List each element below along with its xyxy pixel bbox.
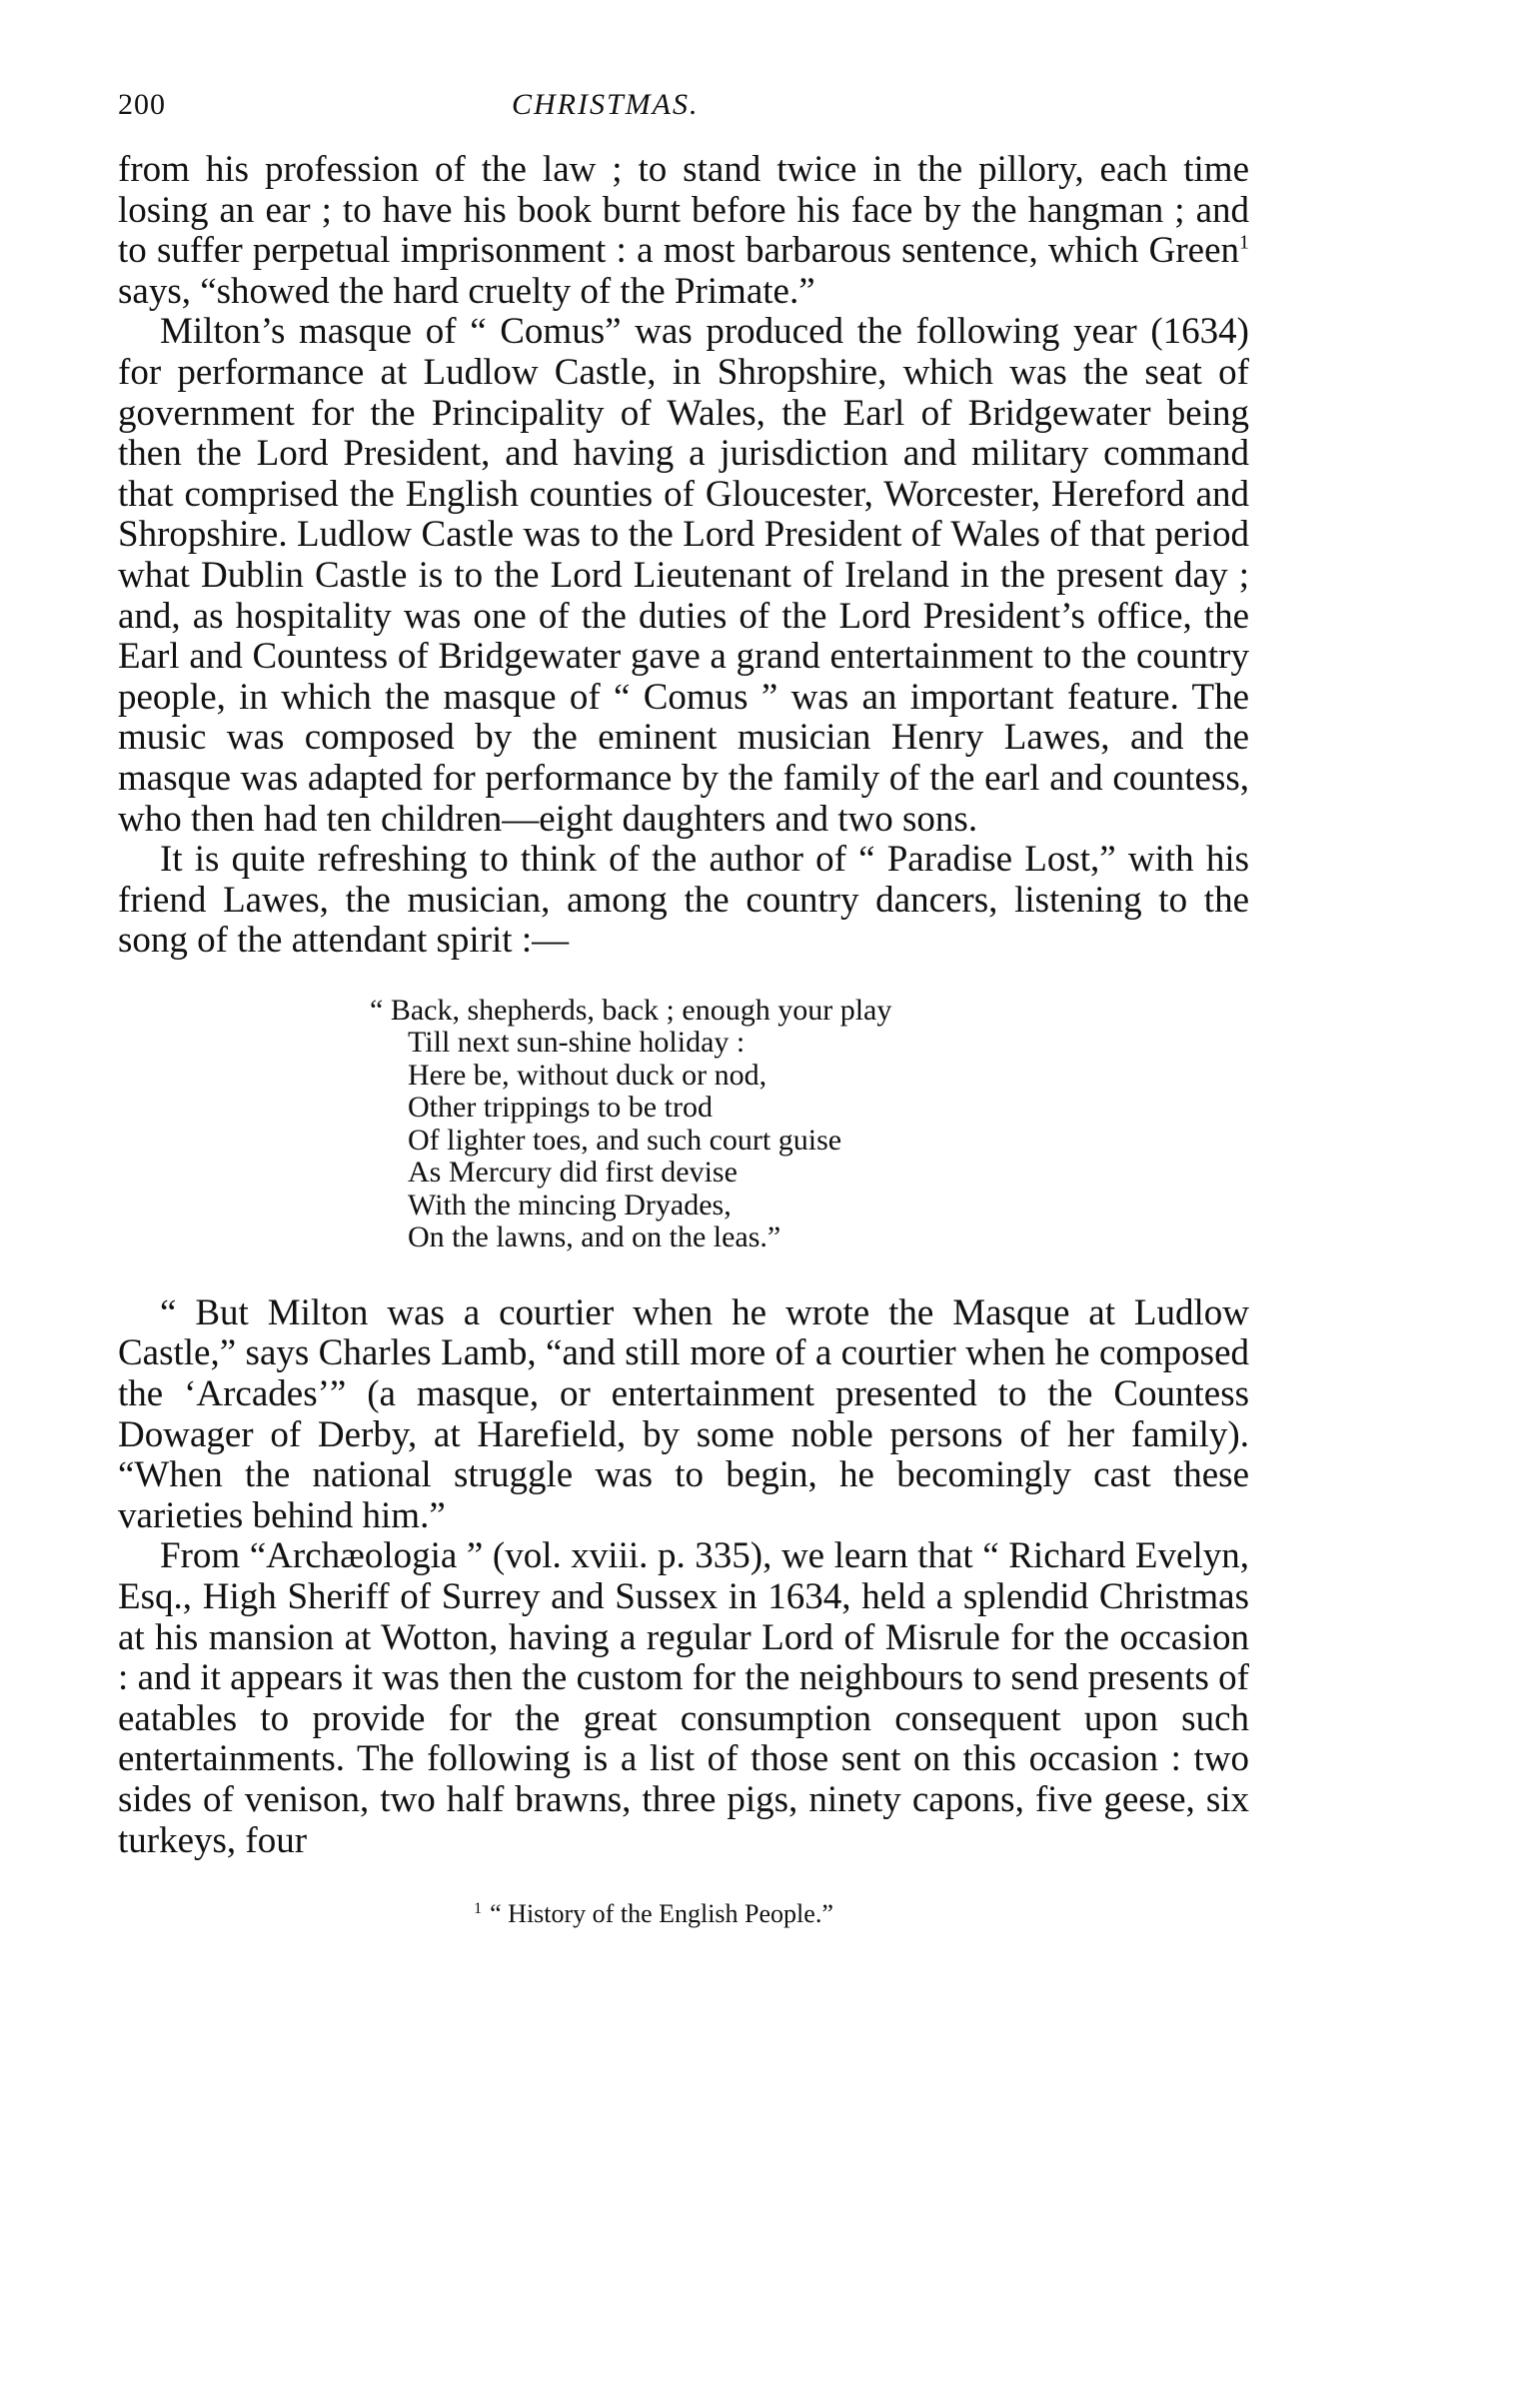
verse-line: As Mercury did first devise <box>408 1156 738 1190</box>
body-text <box>118 150 1249 1861</box>
verse-line: Of lighter toes, and such court guise <box>408 1123 842 1157</box>
footnote <box>118 1899 1249 1929</box>
verse-quotation <box>370 995 1249 1254</box>
paragraph: From “Archæologia ” (vol. xviii. p. 335), we learn that “ Richard Evelyn, Esq., High Sheriff of Surrey and Sussex in 1634, held a splendid Christmas at his mansion at Wotton, having a regular Lord of Misrule for the occasion : and it appears it was then the custom for the neighbours to send presents of eatables to provide for the great consumption consequent upon such entertainments. The following is a list of those sent on this occasion : two sides of venison, two half brawns, three pigs, ninety capons, five geese, six turkeys, four <box>118 1535 1249 1861</box>
page-header <box>118 88 1249 140</box>
book-page <box>118 88 1249 1929</box>
paragraph: “ But Milton was a courtier when he wrote the Masque at Ludlow Castle,” says Charles Lamb, “and still more of a courtier when he composed the ‘Arcades’” (a masque, or entertainment presented to the Countess Dowager of Derby, at Harefield, by some noble persons of her family). “When the national struggle was to begin, he becomingly cast these varieties behind him.” <box>118 1291 1249 1536</box>
verse-line: With the mincing Dryades, <box>408 1188 732 1221</box>
verse-line: Till next sun-shine holiday : <box>408 1026 746 1060</box>
footnote-text: “ History of the English People.” <box>490 1899 833 1929</box>
paragraph: from his profession of the law ; to stand twice in the pillory, each time losing an ear ; to have his book burnt before his face by the hangman ; and to suffer perpetual imprisonment : a most barbarous sentence, which Green$^1$ says, “showed the hard cruelty of the Primate.” <box>118 149 1249 312</box>
paragraph: It is quite refreshing to think of the author of “ Paradise Lost,” with his friend Lawes, the musician, among the country dancers, listening to the song of the attendant spirit :— <box>118 839 1249 962</box>
footnote-mark: 1 <box>474 1899 483 1917</box>
page-number: 200 <box>118 88 166 121</box>
footnote-reference: 1 <box>1239 231 1249 254</box>
verse-line: Here be, without duck or nod, <box>408 1058 768 1092</box>
verse-line: On the lawns, and on the leas.” <box>408 1220 781 1254</box>
paragraph: Milton’s masque of “ Comus” was produced the following year (1634) for performance at Ludlow Castle, in Shropshire, which was the seat of government for the Principality of Wales, the Earl of Bridgewater being then the Lord President, and having a jurisdiction and military command that comprised the English counties of Gloucester, Worcester, Hereford and Shropshire. Ludlow Castle was to the Lord President of Wales of that period what Dublin Castle is to the Lord Lieutenant of Ireland in the present day ; and, as hospitality was one of the duties of the Lord President’s office, the Earl and Countess of Bridgewater gave a grand entertainment to the country people, in which the masque of “ Comus ” was an important feature. The music was composed by the eminent musician Henry Lawes, and the masque was adapted for performance by the family of the earl and countess, who then had ten children—eight daughters and two sons. <box>118 311 1249 840</box>
running-title: CHRISTMAS. <box>512 88 700 121</box>
verse-line: “ Back, shepherds, back ; enough your play <box>370 993 892 1027</box>
verse-line: Other trippings to be trod <box>408 1091 713 1125</box>
